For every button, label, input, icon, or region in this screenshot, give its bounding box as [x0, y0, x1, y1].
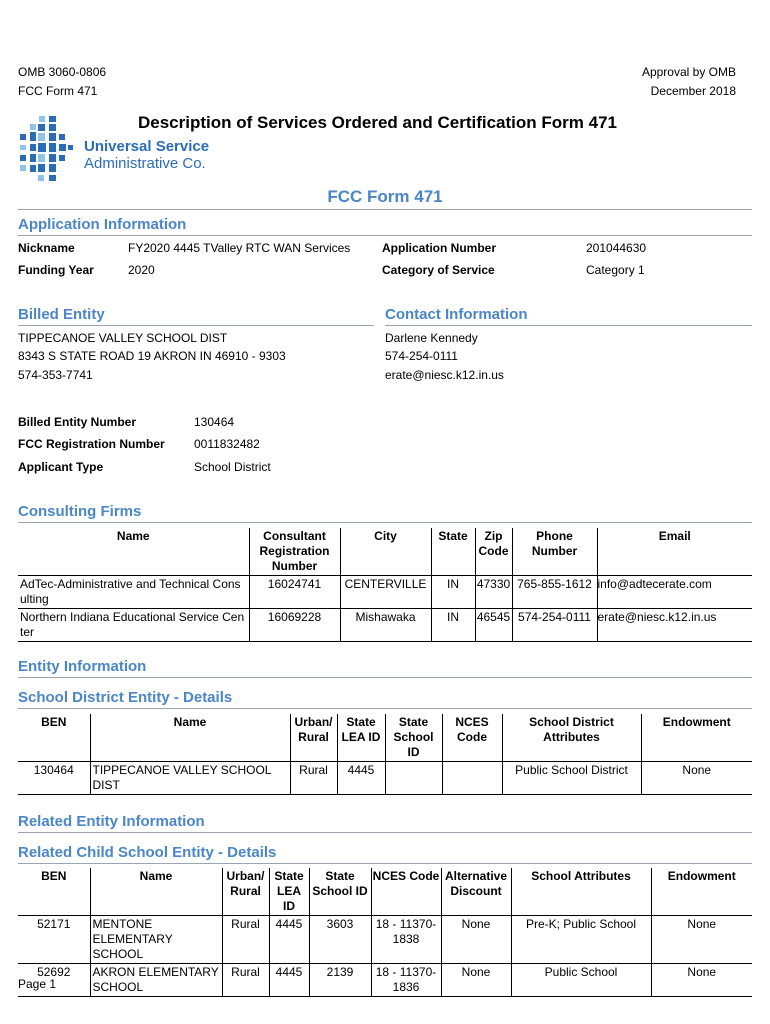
app-number-label: Application Number [382, 241, 497, 255]
child-school-heading: Related Child School Entity - Details [18, 844, 277, 861]
funding-year-value: 2020 [128, 263, 155, 277]
ben-label: Billed Entity Number [18, 415, 137, 429]
frn-label: FCC Registration Number [18, 437, 165, 451]
district-header-row [18, 714, 752, 762]
child-alt-discount: None [441, 964, 511, 997]
logo-line1: Universal Service [84, 138, 210, 155]
col-registration: Consultant Registration Number [249, 528, 340, 576]
application-rule [18, 235, 752, 236]
entity-heading: Entity Information [18, 658, 147, 675]
col-name: Name [18, 528, 249, 576]
contact-email: erate@niesc.k12.in.us [385, 368, 504, 382]
col-endowment: Endowment [641, 714, 752, 762]
entity-school-id [385, 762, 442, 795]
child-attributes: Public School [511, 964, 651, 997]
col-endowment: Endowment [651, 868, 752, 916]
related-heading: Related Entity Information [18, 813, 205, 830]
consulting-rule [18, 522, 752, 523]
related-rule [18, 832, 752, 833]
billed-entity-rule [18, 325, 374, 326]
contact-rule [385, 325, 752, 326]
entity-urban-rural: Rural [290, 762, 337, 795]
district-details-heading: School District Entity - Details [18, 689, 233, 706]
child-name: MENTONE ELEMENTARY SCHOOL [90, 916, 222, 964]
col-urban-rural: Urban/ Rural [290, 714, 337, 762]
col-name: Name [90, 868, 222, 916]
firm-zip: 47330 [475, 576, 512, 609]
col-state: State [431, 528, 475, 576]
billed-entity-phone: 574-353-7741 [18, 368, 93, 382]
child-school-table [18, 868, 752, 997]
app-number-value: 201044630 [586, 241, 647, 255]
nickname-label: Nickname [18, 241, 75, 255]
col-nces-code: NCES Code [442, 714, 502, 762]
child-urban-rural: Rural [222, 964, 269, 997]
child-ben: 52692 [18, 964, 90, 997]
col-alternative-discount: Alternative Discount [441, 868, 511, 916]
category-value: Category 1 [586, 263, 645, 277]
col-ben: BEN [18, 868, 90, 916]
firm-phone: 574-254-0111 [512, 609, 597, 642]
contact-phone: 574-254-0111 [385, 349, 458, 363]
col-state-school-id: State School ID [309, 868, 371, 916]
page-number: Page 1 [18, 977, 57, 991]
child-lea-id: 4445 [269, 964, 309, 997]
firm-state: IN [431, 609, 475, 642]
table-row [18, 916, 752, 964]
child-endowment: None [651, 916, 752, 964]
firm-name: AdTec-Administrative and Technical Consulting [18, 576, 249, 609]
entity-attributes: Public School District [502, 762, 641, 795]
title-rule [18, 209, 752, 210]
table-row [18, 576, 752, 609]
child-nces-code: 18 - 11370-1836 [371, 964, 441, 997]
firm-registration: 16024741 [249, 576, 340, 609]
approval-date: December 2018 [650, 84, 736, 98]
child-ben: 52171 [18, 916, 90, 964]
entity-lea-id: 4445 [337, 762, 385, 795]
category-label: Category of Service [382, 263, 495, 277]
col-nces-code: NCES Code [371, 868, 441, 916]
firm-phone: 765-855-1612 [512, 576, 597, 609]
application-heading: Application Information [18, 216, 187, 233]
document-title: Description of Services Ordered and Certification Form 471 [138, 113, 617, 132]
consulting-header-row [18, 528, 752, 576]
col-state-lea-id: State LEA ID [269, 868, 309, 916]
firm-registration: 16069228 [249, 609, 340, 642]
form-number: FCC Form 471 [18, 84, 98, 98]
firm-zip: 46545 [475, 609, 512, 642]
child-urban-rural: Rural [222, 916, 269, 964]
col-name: Name [90, 714, 290, 762]
table-row [18, 964, 752, 997]
child-school-rule [18, 863, 752, 864]
approval-text: Approval by OMB [641, 65, 736, 79]
entity-endowment: None [641, 762, 752, 795]
billed-entity-name: TIPPECANOE VALLEY SCHOOL DIST [18, 331, 228, 345]
district-details-rule [18, 708, 752, 709]
col-phone: Phone Number [512, 528, 597, 576]
billed-entity-heading: Billed Entity [18, 306, 105, 323]
omb-number: OMB 3060-0806 [18, 65, 107, 79]
firm-state: IN [431, 576, 475, 609]
consulting-table [18, 528, 752, 642]
col-zip: Zip Code [475, 528, 512, 576]
col-city: City [340, 528, 431, 576]
firm-city: Mishawaka [340, 609, 431, 642]
col-ben: BEN [18, 714, 90, 762]
entity-ben: 130464 [18, 762, 90, 795]
applicant-type-label: Applicant Type [18, 460, 104, 474]
logo-line2: Administrative Co. [84, 155, 206, 172]
applicant-type-value: School District [194, 460, 271, 474]
contact-name: Darlene Kennedy [385, 331, 478, 345]
col-state-lea-id: State LEA ID [337, 714, 385, 762]
col-urban-rural: Urban/ Rural [222, 868, 269, 916]
child-alt-discount: None [441, 916, 511, 964]
table-row [18, 609, 752, 642]
entity-name: TIPPECANOE VALLEY SCHOOL DIST [90, 762, 290, 795]
consulting-heading: Consulting Firms [18, 503, 142, 520]
col-email: Email [597, 528, 752, 576]
child-lea-id: 4445 [269, 916, 309, 964]
firm-city: CENTERVILLE [340, 576, 431, 609]
entity-rule [18, 677, 752, 678]
firm-email: erate@niesc.k12.in.us [597, 609, 752, 642]
contact-heading: Contact Information [385, 306, 528, 323]
funding-year-label: Funding Year [18, 263, 94, 277]
ben-value: 130464 [194, 415, 235, 429]
nickname-value: FY2020 4445 TValley RTC WAN Services [128, 241, 351, 255]
firm-name: Northern Indiana Educational Service Center [18, 609, 249, 642]
child-header-row [18, 868, 752, 916]
child-attributes: Pre-K; Public School [511, 916, 651, 964]
frn-value: 0011832482 [194, 437, 260, 451]
usac-logo-icon [16, 114, 76, 184]
child-school-id: 2139 [309, 964, 371, 997]
col-district-attributes: School District Attributes [502, 714, 641, 762]
firm-email: info@adtecerate.com [597, 576, 752, 609]
form-title: FCC Form 471 [327, 187, 443, 206]
entity-nces-code [442, 762, 502, 795]
child-school-id: 3603 [309, 916, 371, 964]
billed-entity-address: 8343 S STATE ROAD 19 AKRON IN 46910 - 9303 [18, 349, 286, 363]
col-state-school-id: State School ID [385, 714, 442, 762]
col-school-attributes: School Attributes [511, 868, 651, 916]
child-endowment: None [651, 964, 752, 997]
district-entity-table [18, 714, 752, 795]
child-name: AKRON ELEMENTARY SCHOOL [90, 964, 222, 997]
table-row [18, 762, 752, 795]
child-nces-code: 18 - 11370-1838 [371, 916, 441, 964]
